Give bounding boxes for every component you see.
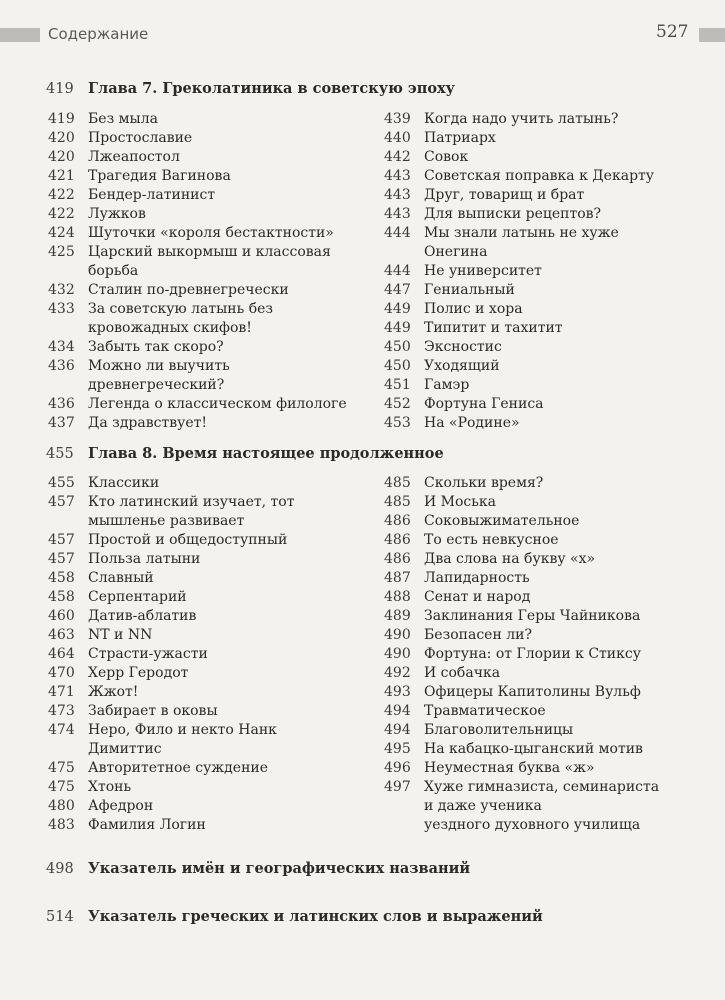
toc-entry-page: 497 [384,779,411,795]
chapter-7-page: 419 [46,81,74,97]
toc-entry-title: Да здравствует! [88,415,207,431]
chapter-7-right-column [384,110,654,433]
toc-entry-title: Сталин по-древнегречески [88,282,289,298]
toc-entry-page: 494 [384,703,411,719]
toc-entry-title: Страсти-ужасти [88,646,208,662]
toc-entry-page: 486 [384,551,411,567]
toc-entry [384,186,654,205]
toc-entry-page: 485 [384,475,411,491]
toc-entry-page: 442 [384,149,411,165]
toc-entry [48,702,294,721]
toc-entry [48,338,347,357]
chapter-8-heading [46,445,444,462]
toc-entry-title: Эксностис [424,339,502,355]
toc-entry [48,683,294,702]
toc-entry-page: 463 [48,627,75,643]
chapter-8-title: Глава 8. Время настоящее продолженное [88,445,444,462]
toc-entry [384,129,654,148]
toc-entry-title: Простославие [88,130,193,146]
toc-entry [384,319,654,338]
toc-entry [48,205,347,224]
toc-entry-title: За советскую латынь без кровожадных скифов! [88,301,274,336]
toc-entry [384,645,659,664]
toc-entry [48,129,347,148]
toc-entry [384,569,659,588]
toc-entry-title: Скольки время? [424,475,544,491]
toc-entry [384,626,659,645]
toc-entry-title: Полис и хора [424,301,523,317]
toc-entry-title: Легенда о классическом филологе [88,396,347,412]
toc-entry [384,550,659,569]
toc-entry-title: Мы знали латынь не хуже Онегина [424,225,619,260]
toc-entry-page: 453 [384,415,411,431]
toc-entry-page: 464 [48,646,75,662]
toc-entry-page: 420 [48,130,75,146]
toc-entry-page: 457 [48,532,75,548]
index-words-page: 514 [46,909,74,925]
toc-entry-page: 436 [48,358,75,374]
toc-entry [384,357,654,376]
toc-entry [384,395,654,414]
toc-entry [48,626,294,645]
toc-entry [48,493,294,531]
toc-entry-title: Травматическое [424,703,546,719]
toc-entry-page: 490 [384,646,411,662]
toc-entry [384,740,659,759]
toc-entry-page: 474 [48,722,75,738]
toc-entry [384,759,659,778]
toc-entry-title: Фортуна Гениса [424,396,544,412]
chapter-8-page: 455 [46,446,74,462]
running-header-title: Содержание [48,25,149,43]
toc-entry-page: 443 [384,187,411,203]
toc-entry [384,376,654,395]
toc-entry-page: 422 [48,187,75,203]
toc-entry [384,167,654,186]
toc-entry [48,816,294,835]
toc-entry-page: 444 [384,263,411,279]
chapter-7-left-column [48,110,347,433]
toc-entry-title: Польза латыни [88,551,201,567]
toc-entry-page: 451 [384,377,411,393]
toc-entry-page: 425 [48,244,75,260]
toc-entry-title: Можно ли выучить древнегреческий? [88,358,230,393]
toc-entry [384,512,659,531]
toc-entry-title: Без мыла [88,111,158,127]
toc-entry-page: 432 [48,282,75,298]
toc-entry-title: Патриарх [424,130,496,146]
toc-entry-title: Неро, Фило и некто Нанк Димиттис [88,722,277,757]
toc-entry [384,721,659,740]
toc-entry-title: То есть невкусное [424,532,559,548]
toc-entry-title: Для выписки рецептов? [424,206,602,222]
toc-entry-title: Сенат и народ [424,589,531,605]
toc-entry [384,110,654,129]
toc-entry-page: 449 [384,301,411,317]
toc-entry-title: Неуместная буква «ж» [424,760,595,776]
toc-entry [48,550,294,569]
toc-entry-page: 447 [384,282,411,298]
toc-entry [48,607,294,626]
toc-entry-title: Бендер-латинист [88,187,216,203]
toc-entry-title: Соковыжимательное [424,513,580,529]
toc-entry [48,797,294,816]
toc-entry-page: 457 [48,551,75,567]
toc-entry [48,224,347,243]
toc-entry-page: 480 [48,798,75,814]
toc-entry [48,721,294,759]
toc-entry-page: 486 [384,513,411,529]
toc-entry-title: Когда надо учить латынь? [424,111,619,127]
toc-entry [384,531,659,550]
toc-entry [384,664,659,683]
toc-entry-title: Гениальный [424,282,515,298]
toc-entry-page: 488 [384,589,411,605]
index-names-heading [46,860,470,877]
toc-entry [48,664,294,683]
toc-entry-title: Хтонь [88,779,132,795]
toc-entry-page: 452 [384,396,411,412]
toc-entry-title: Забирает в оковы [88,703,218,719]
toc-entry-title: Фортуна: от Глории к Стиксу [424,646,641,662]
toc-entry-title: Друг, товарищ и брат [424,187,585,203]
toc-entry-title: Серпентарий [88,589,187,605]
header-bar-right [699,28,725,42]
toc-entry [384,148,654,167]
toc-entry-title: Классики [88,475,160,491]
toc-entry [48,474,294,493]
chapter-7-title: Глава 7. Греколатиника в советскую эпоху [88,80,455,97]
toc-entry-page: 439 [384,111,411,127]
toc-entry-page: 486 [384,532,411,548]
toc-entry-page: 443 [384,168,411,184]
toc-entry [384,262,654,281]
toc-entry-page: 471 [48,684,75,700]
header-bar-left [0,28,40,42]
toc-entry [48,243,347,281]
toc-entry [48,357,347,395]
toc-entry [384,205,654,224]
toc-entry-page: 420 [48,149,75,165]
toc-entry-title: На «Родине» [424,415,520,431]
toc-entry-title: Кто латинский изучает, тот мышленье развивает [88,494,295,529]
toc-entry [384,588,659,607]
chapter-7-heading [46,80,455,97]
toc-entry-page: 460 [48,608,75,624]
toc-entry-title: Забыть так скоро? [88,339,224,355]
toc-entry-page: 489 [384,608,411,624]
toc-entry-title: Простой и общедоступный [88,532,288,548]
toc-entry-title: И собачка [424,665,501,681]
toc-entry-page: 444 [384,225,411,241]
toc-entry [384,683,659,702]
toc-entry-title: Херр Геродот [88,665,189,681]
toc-entry [48,645,294,664]
toc-entry-page: 485 [384,494,411,510]
toc-entry-title: На кабацко-цыганский мотив [424,741,643,757]
index-names-page: 498 [46,861,74,877]
toc-entry-page: 475 [48,760,75,776]
toc-entry [384,224,654,262]
toc-entry-title: Фамилия Логин [88,817,206,833]
toc-entry [48,395,347,414]
toc-entry-title: Жжот! [88,684,139,700]
toc-entry-page: 475 [48,779,75,795]
toc-entry [48,148,347,167]
toc-entry [384,474,659,493]
toc-entry-title: Офицеры Капитолины Вульф [424,684,641,700]
toc-entry-page: 424 [48,225,75,241]
toc-entry-page: 443 [384,206,411,222]
chapter-8-right-column [384,474,659,835]
toc-entry-title: Заклинания Геры Чайникова [424,608,641,624]
toc-entry-page: 492 [384,665,411,681]
toc-entry-title: Хуже гимназиста, семинариста и даже ученика уездного духовного училища [424,779,660,833]
toc-entry-title: Безопасен ли? [424,627,532,643]
toc-entry-title: Два слова на букву «х» [424,551,596,567]
toc-entry-title: Не университет [424,263,542,279]
toc-entry-page: 473 [48,703,75,719]
toc-entry [384,300,654,319]
toc-entry-title: Уходящий [424,358,500,374]
toc-entry [48,778,294,797]
toc-entry-title: И Моська [424,494,496,510]
toc-entry-page: 493 [384,684,411,700]
toc-entry [384,607,659,626]
toc-entry [48,531,294,550]
toc-entry [384,493,659,512]
toc-entry-title: Совок [424,149,469,165]
toc-entry-title: Трагедия Вагинова [88,168,231,184]
toc-entry [48,110,347,129]
index-words-heading [46,908,543,925]
toc-entry-page: 494 [384,722,411,738]
toc-entry-title: Лужков [88,206,146,222]
toc-entry [384,338,654,357]
toc-entry-page: 490 [384,627,411,643]
toc-entry-page: 487 [384,570,411,586]
toc-entry-page: 433 [48,301,75,317]
toc-entry-title: Датив-аблатив [88,608,197,624]
toc-entry-title: Лжеапостол [88,149,180,165]
toc-entry-page: 470 [48,665,75,681]
toc-entry-page: 455 [48,475,75,491]
toc-entry [48,167,347,186]
toc-entry [48,281,347,300]
toc-entry-page: 495 [384,741,411,757]
toc-entry-page: 457 [48,494,75,510]
toc-entry-title: Гамэр [424,377,470,393]
index-words-title: Указатель греческих и латинских слов и выражений [88,908,543,925]
index-names-title: Указатель имён и географических названий [88,860,471,877]
toc-entry-page: 436 [48,396,75,412]
toc-entry-page: 450 [384,358,411,374]
toc-entry-title: Афедрон [88,798,154,814]
toc-entry [48,186,347,205]
toc-entry [48,414,347,433]
toc-entry-title: Славный [88,570,154,586]
toc-entry-title: Лапидарность [424,570,530,586]
toc-entry-page: 419 [48,111,75,127]
toc-entry [384,702,659,721]
toc-entry [48,759,294,778]
toc-entry-page: 434 [48,339,75,355]
toc-entry-title: Благоволительницы [424,722,574,738]
toc-entry-page: 458 [48,570,75,586]
toc-entry-page: 440 [384,130,411,146]
toc-entry [48,569,294,588]
toc-entry-page: 496 [384,760,411,776]
toc-entry [48,588,294,607]
toc-entry-page: 437 [48,415,75,431]
toc-entry-page: 483 [48,817,75,833]
toc-entry-page: 421 [48,168,75,184]
toc-entry [384,414,654,433]
toc-entry-title: Шуточки «короля бестактности» [88,225,334,241]
toc-entry-page: 458 [48,589,75,605]
toc-entry-title: Советская поправка к Декарту [424,168,655,184]
toc-entry-page: 449 [384,320,411,336]
toc-entry-title: Царский выкормыш и классовая борьба [88,244,331,279]
toc-entry [48,300,347,338]
toc-entry [384,778,659,835]
toc-entry-title: Авторитетное суждение [88,760,269,776]
toc-entry-page: 422 [48,206,75,222]
chapter-8-left-column [48,474,294,835]
toc-entry-page: 450 [384,339,411,355]
page-number: 527 [656,22,689,42]
toc-entry-title: NT и NN [88,627,153,643]
toc-entry-title: Типитит и тахитит [424,320,563,336]
toc-entry [384,281,654,300]
